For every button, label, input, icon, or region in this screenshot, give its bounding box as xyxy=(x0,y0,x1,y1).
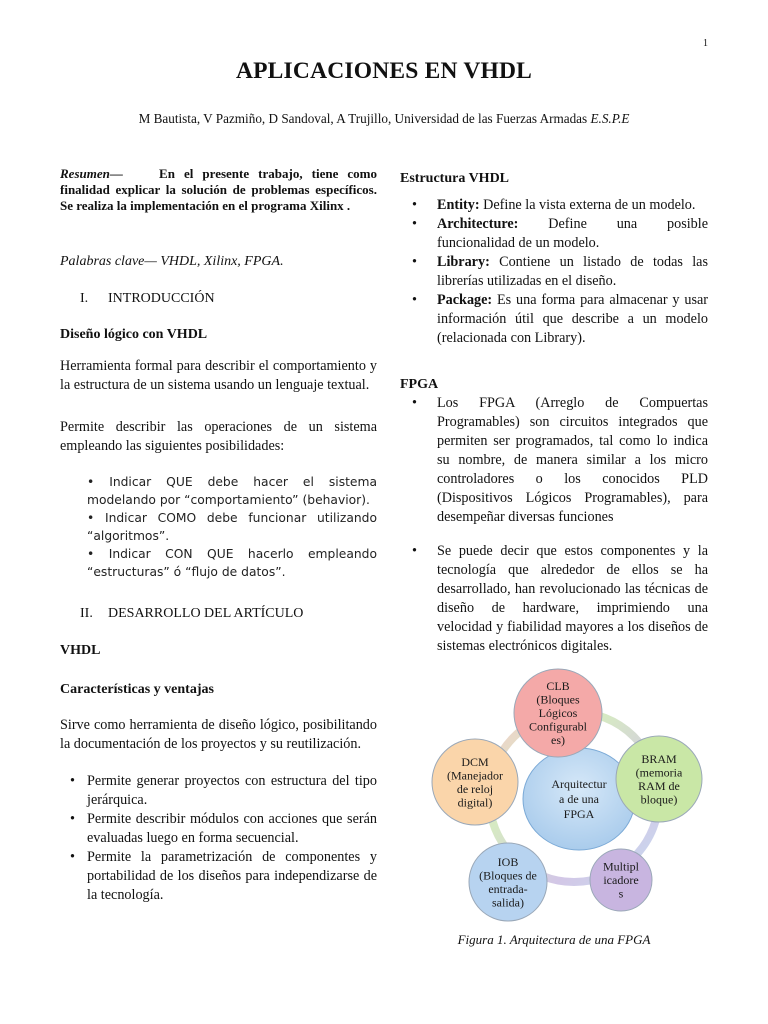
posibilidad-item: • Indicar COMO debe funcionar utilizando “algoritmos”. xyxy=(87,511,377,543)
posibilidad-item: • Indicar QUE debe hacer el sistema modelando por “comportamiento” (behavior). xyxy=(87,475,377,507)
abstract xyxy=(60,166,377,214)
authors: M Bautista, V Pazmiño, D Sandoval, A Trujillo, Universidad de las Fuerzas Armadas xyxy=(138,111,588,126)
paragraph-permite: Permite describir las operaciones de un sistema empleando las siguientes posibilidades: xyxy=(60,419,377,454)
term: Package: xyxy=(437,292,493,308)
section-number: I. xyxy=(80,291,89,306)
subheading-diseno-logico: Diseño lógico con VHDL xyxy=(60,327,208,342)
page-number: 1 xyxy=(703,38,708,49)
section-title: INTRODUCCIÓN xyxy=(108,291,215,306)
authors-line xyxy=(0,109,768,128)
section-title: DESARROLLO DEL ARTÍCULO xyxy=(108,606,304,621)
subheading-estructura: Estructura VHDL xyxy=(400,171,510,186)
abstract-label: Resumen— xyxy=(60,166,123,181)
keywords: Palabras clave— VHDL, Xilinx, FPGA. xyxy=(60,254,284,269)
institution-suffix: E.S.P.E xyxy=(590,111,630,126)
section-introduccion xyxy=(60,289,377,308)
diagram-node-label: (Bloques de xyxy=(479,868,537,883)
diagram-node-label: Configurabl xyxy=(529,719,587,734)
diagram-center-text: Arquitectur xyxy=(551,777,607,791)
diagram-node-label: (Manejador xyxy=(447,768,503,783)
list-item xyxy=(400,253,708,291)
diagram-node-label: s xyxy=(618,886,624,901)
definition: Define una posible funcionalidad de un modelo. xyxy=(437,216,708,251)
diagram-node-label: salida) xyxy=(492,895,524,910)
paragraph-sirve: Sirve como herramienta de diseño lógico, posibilitando la documentación de los proyectos y su reutilización. xyxy=(60,717,377,752)
list-item xyxy=(400,215,708,253)
diagram-node-label: Lógicos xyxy=(538,706,578,720)
term: Library: xyxy=(437,254,490,270)
definition: Contiene un listado de todas las librerías utilizadas en el diseño. xyxy=(437,254,709,289)
list-item: • Permite generar proyectos con estructura del tipo jerárquica. xyxy=(60,772,377,810)
diagram-node-label: RAM de xyxy=(638,778,680,793)
diagram-node-label: bloque) xyxy=(640,792,678,807)
section-number: II. xyxy=(80,606,93,621)
section-desarrollo xyxy=(60,604,377,623)
diagram-node-label: de reloj xyxy=(456,781,494,796)
list-item xyxy=(400,291,708,348)
paper-title: APLICACIONES EN VHDL xyxy=(235,58,533,84)
definition: Es una forma para almacenar y usar información útil que describe a un modelo (relacionada con Library). xyxy=(437,292,708,346)
estructura-list xyxy=(400,196,708,348)
diagram-node-label: (Bloques xyxy=(536,692,580,707)
diagram-center-text: a de una xyxy=(559,792,599,806)
list-item: • Se puede decir que estos componentes y la tecnología que alrededor de ellos se ha desarrollado, han revolucionado las técnicas de diseño de hardware, imprimiendo una velocidad y fiabilidad mayores a los diseños de sistemas electrónicos digitales. xyxy=(400,542,708,656)
diagram-node-label: Multipl xyxy=(602,859,640,874)
list-item: • Los FPGA (Arreglo de Compuertas Programables) son circuitos integrados que permiten ser programados, tal como lo indica su nombre, de manera similar a los micro controladores o los conocidos PLD (Dispositivos Lógicos Programables), para desempeñar diversas funciones xyxy=(400,394,708,527)
diagram-node-label: DCM xyxy=(461,754,489,769)
paragraph-herramienta: Herramienta formal para describir el comportamiento y la estructura de un sistema usando un lenguaje textual. xyxy=(60,358,377,393)
subheading-fpga: FPGA xyxy=(400,377,439,392)
subheading-caracteristicas: Características y ventajas xyxy=(60,682,214,697)
diagram-node-label: CLB xyxy=(546,679,570,693)
diagram-node-label: IOB xyxy=(497,854,519,869)
diagram-node-label: digital) xyxy=(457,795,493,810)
list-item: • Permite describir módulos con acciones que serán evaluadas luego en forma secuencial. xyxy=(60,810,377,848)
list-item xyxy=(400,196,708,215)
diagram-node-label: icadore xyxy=(603,873,639,887)
abstract-text: En el presente trabajo, tiene como finalidad explicar la solución de problemas específicos. Se realiza la implementación en el programa Xilinx . xyxy=(60,166,377,213)
figure-caption: Figura 1. Arquitectura de una FPGA xyxy=(457,932,651,947)
diagram-node-label: (memoria xyxy=(635,765,683,780)
fpga-architecture-diagram xyxy=(425,668,725,923)
fpga-list xyxy=(400,394,708,656)
diagram-node-label: es) xyxy=(551,733,565,747)
list-item: • Permite la parametrización de componentes y portabilidad de los diseños para independizarse de la tecnología. xyxy=(60,848,377,905)
definition: Define la vista externa de un modelo. xyxy=(483,197,696,213)
subheading-vhdl: VHDL xyxy=(60,643,101,658)
diagram-node-label: BRAM xyxy=(641,751,677,766)
posibilidades-list xyxy=(87,473,377,581)
diagram-node-label: entrada- xyxy=(488,881,528,896)
term: Architecture: xyxy=(437,216,519,232)
term: Entity: xyxy=(437,197,480,213)
posibilidad-item: • Indicar CON QUE hacerlo empleando “estructuras” ó “flujo de datos”. xyxy=(87,547,377,579)
diagram-center-text: FPGA xyxy=(563,807,595,821)
ventajas-list xyxy=(60,772,377,905)
